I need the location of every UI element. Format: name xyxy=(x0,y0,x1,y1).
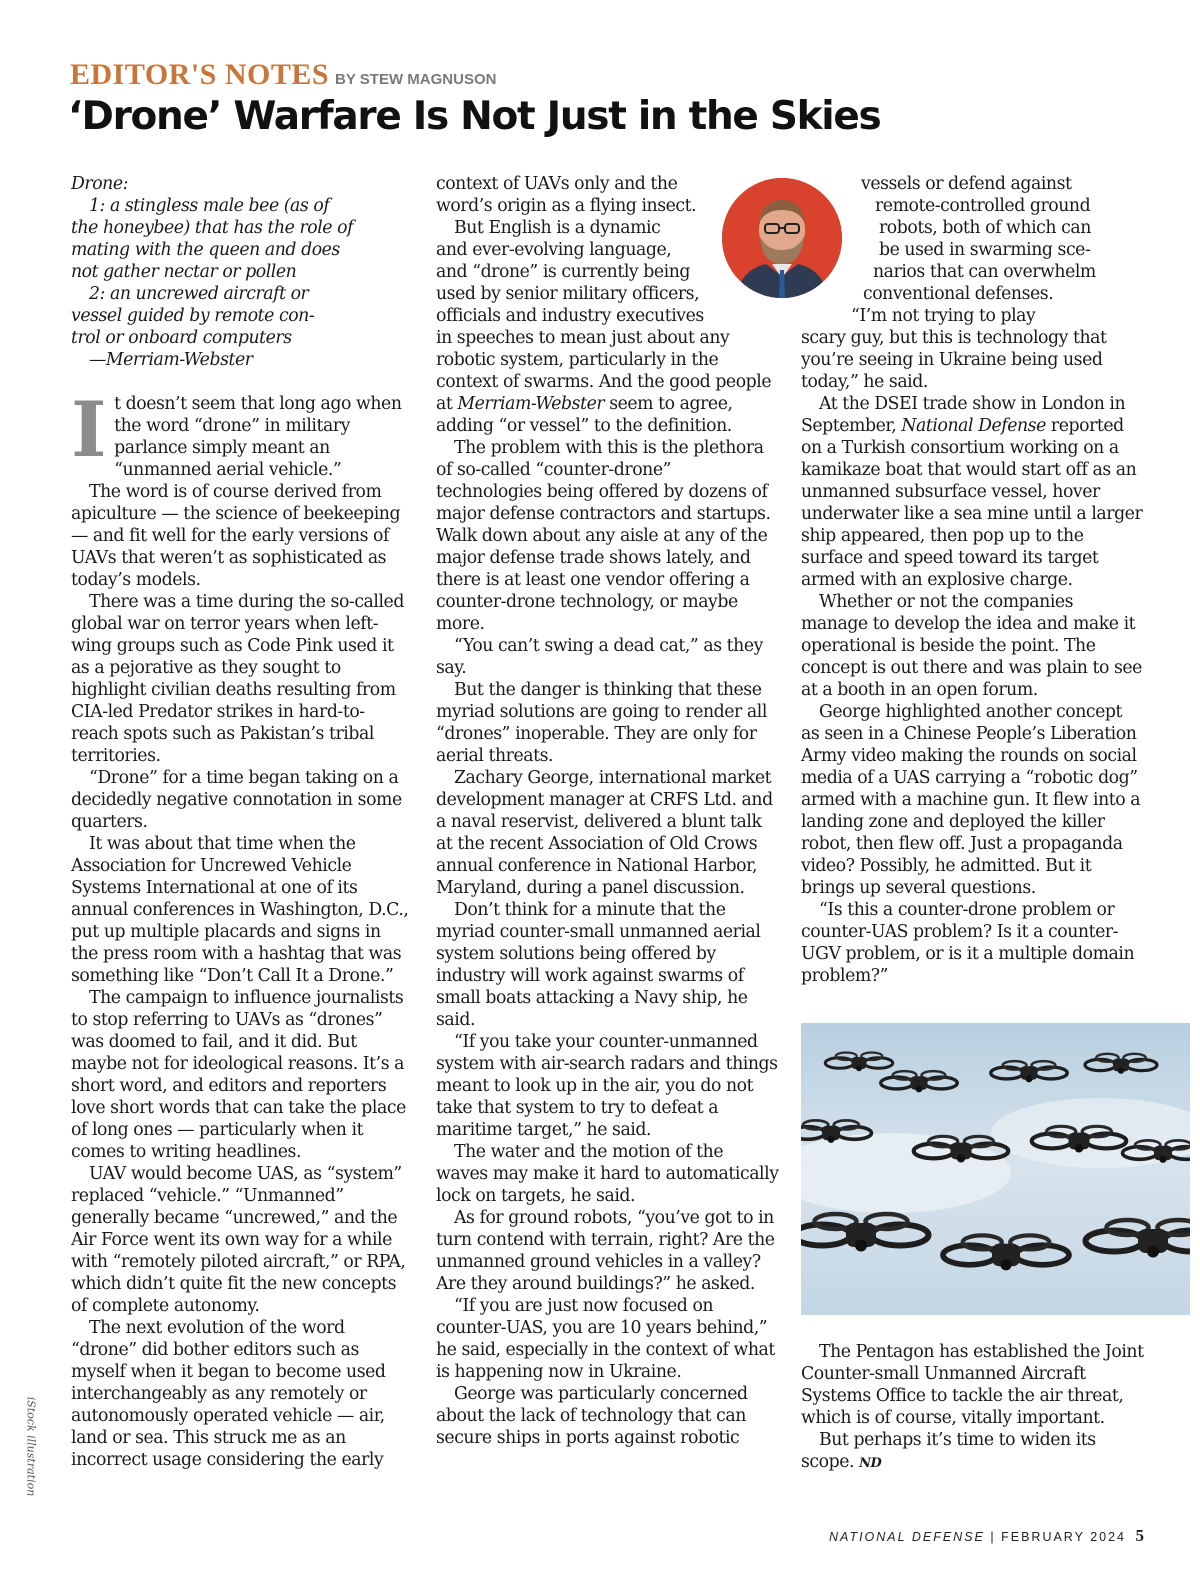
text-line: conventional defenses. xyxy=(863,284,1054,304)
column-3-bottom xyxy=(801,1341,1144,1475)
body-paragraph: There was a time during the so-called global war on terror years when left-wing groups such as Code Pink used it as a pejorative as they sought to highlight civilian deaths resulting from CIA-led Predator strikes in hard-to-reach spots such as Pakistan’s tribal territories. xyxy=(71,592,404,766)
body-paragraph: The campaign to influence journalists to stop referring to UAVs as “drones” was doomed to fail, and it did. But maybe not for ideological reasons. It’s a short word, and editors and reporters love short words that can take the place of long ones — particularly when it comes to writing headlines. xyxy=(71,988,406,1162)
epigraph-def2-line: trol or onboard computers xyxy=(71,328,292,348)
headline: ‘Drone’ Warfare Is Not Just in the Skies xyxy=(68,94,881,139)
column-3 xyxy=(801,173,1144,987)
text-line: But English is a dynamic xyxy=(454,218,661,238)
column-2 xyxy=(436,173,779,1449)
body-paragraph: Don’t think for a minute that the myriad counter-small unmanned aerial system solutions being offered by industry will work against swarms of small boats attacking a Navy ship, he said. xyxy=(436,900,761,1030)
end-mark: ND xyxy=(859,1456,882,1471)
epigraph-source: —Merriam-Webster xyxy=(89,350,253,370)
publication-name: Merriam-Webster xyxy=(457,394,605,414)
byline: BY STEW MAGNUSON xyxy=(335,71,497,88)
body-paragraph: “If you take your counter-unmanned system with air-search radars and things meant to look up in the air, you do not take that system to try to defeat a maritime target,” he said. xyxy=(436,1032,778,1140)
epigraph-def1-line: the honeybee) that has the role of xyxy=(71,218,354,238)
body-paragraph: “Drone” for a time began taking on a decidedly negative connotation in some quarters. xyxy=(71,768,402,832)
body-paragraph: “Is this a counter-drone problem or counter-UAS problem? Is it a counter-UGV problem, or is it a multiple domain problem?” xyxy=(801,900,1135,986)
body-paragraph-continued xyxy=(436,173,779,217)
column-1 xyxy=(71,173,411,1471)
text-line: “I’m not trying to play xyxy=(851,306,1036,326)
body-paragraph: George highlighted another concept as seen in a Chinese People’s Liberation Army video making the rounds on social media of a UAS carrying a “robotic dog” armed with a machine gun. It flew into a landing zone and deployed the killer robot, then flew off. Just a propaganda video? Possibly, he admitted. But it brings up several questions. xyxy=(801,702,1141,898)
body-paragraph: Whether or not the companies manage to develop the idea and make it operational is beside the point. The concept is out there and was plain to see at a booth in an open forum. xyxy=(801,592,1142,700)
text-run: But perhaps it’s time to widen its scope. xyxy=(801,1430,1096,1472)
body-paragraph: UAV would become UAS, as “system” replaced “vehicle.” “Unmanned” generally became “uncrewed,” and the Air Force went its own way for a while with “remotely piloted aircraft,” or RPA, which didn’t quite fit the new concepts of complete autonomy. xyxy=(71,1164,406,1316)
footer-issue: FEBRUARY 2024 xyxy=(1001,1530,1127,1544)
text-line: and “drone” is currently being xyxy=(436,262,691,282)
footer-publication: NATIONAL DEFENSE xyxy=(829,1530,985,1544)
body-paragraph: The problem with this is the plethora of so-called “counter-drone” technologies being offered by dozens of major defense contractors and startups. Walk down about any aisle at any of the major defense trade shows lately, and there is at least one vendor offering a counter-drone technology, or maybe more. xyxy=(436,438,771,634)
text-line: word’s origin as a flying insect. xyxy=(436,196,697,216)
publication-name: National Defense xyxy=(901,416,1046,436)
body-paragraph: “You can’t swing a dead cat,” as they say. xyxy=(436,636,763,678)
text-line: context of UAVs only and the xyxy=(436,174,678,194)
drone-swarm-illustration xyxy=(801,1023,1190,1315)
photo-credit xyxy=(14,1396,48,1501)
body-paragraph: The water and the motion of the waves may make it hard to automatically lock on targets, he said. xyxy=(436,1142,779,1206)
drone-swarm-image xyxy=(801,1023,1190,1315)
body-paragraph xyxy=(801,393,1144,591)
lead-paragraph xyxy=(71,385,411,481)
text-line: remote-controlled ground xyxy=(875,196,1091,216)
text-run: in speeches to mean just about any robotic system, particularly in the context of swarms. And the good people at xyxy=(436,328,772,414)
epigraph-def2-line: 2: an uncrewed aircraft or xyxy=(89,284,309,304)
drop-cap: I xyxy=(71,385,107,474)
text-line: used by senior military officers, xyxy=(436,284,700,304)
text-line: officials and industry executives xyxy=(436,306,704,326)
text-line: and ever-evolving language, xyxy=(436,240,672,260)
body-paragraph-continued: scary guy, but this is technology that you’re seeing in Ukraine being used today,” he said. xyxy=(801,328,1107,392)
lead-text: t doesn’t seem that long ago when the word “drone” in military parlance simply meant an “unmanned aerial vehicle.” xyxy=(114,394,402,480)
section-label: EDITOR'S NOTES xyxy=(70,58,330,91)
text-run: At the DSEI trade show in London in September, xyxy=(801,394,1126,436)
epigraph xyxy=(71,173,411,371)
body-paragraph: “If you are just now focused on counter-UAS, you are 10 years behind,” he said, especially in the context of what is happening now in Ukraine. xyxy=(436,1296,775,1382)
text-line: narios that can overwhelm xyxy=(873,262,1096,282)
body-paragraph: The next evolution of the word “drone” did bother editors such as myself when it began to become used interchangeably as any remotely or autonomously operated vehicle — air, land or sea. This struck me as an incorrect usage considering the early xyxy=(71,1318,386,1470)
section-kicker xyxy=(70,58,496,92)
epigraph-def2-line: vessel guided by remote con- xyxy=(71,306,315,326)
text-run: seem to agree, adding “or vessel” to the definition. xyxy=(436,394,733,436)
body-paragraph: As for ground robots, “you’ve got to in turn contend with terrain, right? Are the unmanned ground vehicles in a valley? Are they around buildings?” he asked. xyxy=(436,1208,775,1294)
footer-separator: | xyxy=(990,1530,996,1544)
body-paragraph: Zachary George, international market development manager at CRFS Ltd. and a naval reservist, delivered a blunt talk at the recent Association of Old Crows annual conference in National Harbor, Maryland, during a panel discussion. xyxy=(436,768,773,898)
wrapped-text-block xyxy=(801,173,1144,327)
body-paragraph: The Pentagon has established the Joint Counter-small Unmanned Aircraft Systems Office to tackle the air threat, which is of course, vitally important. xyxy=(801,1342,1144,1428)
closing-paragraph xyxy=(801,1429,1144,1475)
photo-credit-text: iStock illustration xyxy=(24,1396,38,1497)
text-line: be used in swarming sce- xyxy=(879,240,1091,260)
page-footer xyxy=(829,1526,1144,1546)
epigraph-def1-line: mating with the queen and does xyxy=(71,240,340,260)
text-run: reported on a Turkish consortium working on a kamikaze boat that would start off as an unmanned subsurface vessel, hover underwater like a sea mine until a larger ship appeared, then pop up to the surface and speed toward its target armed with an explosive charge. xyxy=(801,416,1143,590)
page-number: 5 xyxy=(1135,1526,1144,1545)
text-line: vessels or defend against xyxy=(861,174,1072,194)
body-paragraph: The word is of course derived from apiculture — the science of beekeeping — and fit well for the early versions of UAVs that weren’t as sophisticated as today’s models. xyxy=(71,482,401,590)
body-paragraph: It was about that time when the Association for Uncrewed Vehicle Systems International at one of its annual conferences in Washington, D.C., put up multiple placards and signs in the press room with a hashtag that was something like “Don’t Call It a Drone.” xyxy=(71,834,409,986)
epigraph-def1-line: not gather nectar or pollen xyxy=(71,262,297,282)
text-line: robots, both of which can xyxy=(879,218,1091,238)
body-paragraph xyxy=(436,217,779,239)
epigraph-def1-line: 1: a stingless male bee (as of xyxy=(89,196,330,216)
body-paragraph: But the danger is thinking that these myriad solutions are going to render all “drones” inoperable. They are only for aerial threats. xyxy=(436,680,767,766)
body-paragraph-continued xyxy=(436,239,779,437)
epigraph-term: Drone: xyxy=(71,174,128,194)
body-paragraph: George was particularly concerned about the lack of technology that can secure ships in ports against robotic xyxy=(436,1384,748,1448)
